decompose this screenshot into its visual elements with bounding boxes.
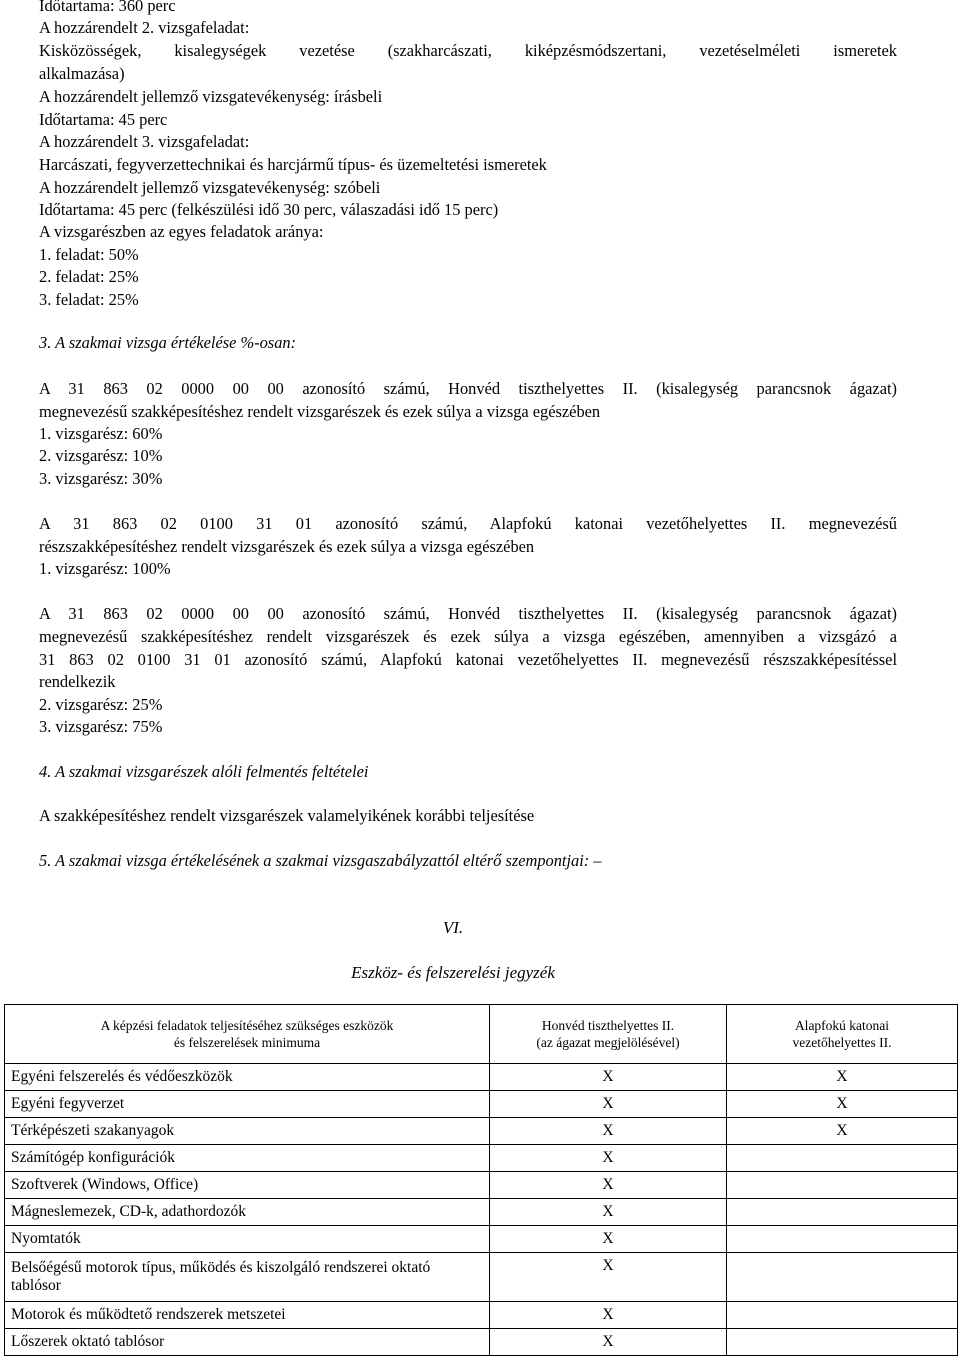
header-line: A képzési feladatok teljesítéséhez szükséges eszközök <box>100 1018 394 1033</box>
mark-cell: X <box>490 1091 727 1118</box>
text-line: 3. vizsgarész: 75% <box>39 717 163 736</box>
table-row <box>5 1091 958 1118</box>
item-cell: Egyéni felszerelés és védőeszközök <box>5 1064 490 1091</box>
table-row <box>5 1199 958 1226</box>
item-cell: Térképészeti szakanyagok <box>5 1118 490 1145</box>
table-header-row <box>5 1005 958 1064</box>
table-row <box>5 1226 958 1253</box>
header-line: Alapfokú katonai <box>794 1018 890 1033</box>
text-line: A hozzárendelt jellemző vizsgatevékenység: szóbeli <box>39 178 381 197</box>
text-line: 2. feladat: 25% <box>39 267 139 286</box>
table-row <box>5 1064 958 1091</box>
mark-cell: X <box>490 1118 727 1145</box>
mark-cell: X <box>490 1199 727 1226</box>
mark-cell: X <box>490 1253 727 1302</box>
item-cell: Lőszerek oktató tablósor <box>5 1329 490 1356</box>
text-line: rendelkezik <box>39 672 116 691</box>
mark-cell <box>727 1253 958 1302</box>
mark-cell <box>727 1172 958 1199</box>
item-cell: Szoftverek (Windows, Office) <box>5 1172 490 1199</box>
header-line: vezetőhelyettes II. <box>792 1035 892 1050</box>
text-line: A 31 863 02 0000 00 00 azonosító számú, Honvéd tiszthelyettes II. (kisalegység parancsnok ágazat) <box>39 379 897 398</box>
header-line: és felszerelések minimuma <box>173 1035 321 1050</box>
text-line: 3. vizsgarész: 30% <box>39 469 163 488</box>
mark-cell <box>727 1199 958 1226</box>
text-line: A vizsgarészben az egyes feladatok aránya: <box>39 222 324 241</box>
text-line: 2. vizsgarész: 10% <box>39 446 163 465</box>
text-line: 3. feladat: 25% <box>39 290 139 309</box>
text-line: alkalmazása) <box>39 64 125 83</box>
table-row <box>5 1253 958 1302</box>
section-heading: 3. A szakmai vizsga értékelése %-osan: <box>39 333 297 352</box>
header-line: Honvéd tiszthelyettes II. <box>541 1018 675 1033</box>
mark-cell: X <box>490 1302 727 1329</box>
header-requirements <box>5 1005 490 1064</box>
item-cell: Egyéni fegyverzet <box>5 1091 490 1118</box>
table-row <box>5 1145 958 1172</box>
text-line: megnevezésű szakképesítéshez rendelt vizsgarészek és ezek súlya a vizsga egészében <box>39 402 601 421</box>
text-line: A 31 863 02 0100 31 01 azonosító számú, Alapfokú katonai vezetőhelyettes II. megnevezésű <box>39 514 897 533</box>
mark-cell: X <box>490 1329 727 1356</box>
text-line: A hozzárendelt 2. vizsgafeladat: <box>39 18 250 37</box>
text-line: A 31 863 02 0000 00 00 azonosító számú, Honvéd tiszthelyettes II. (kisalegység parancsnok ágazat) <box>39 604 897 623</box>
item-cell: Számítógép konfigurációk <box>5 1145 490 1172</box>
text-line: A szakképesítéshez rendelt vizsgarészek valamelyikének korábbi teljesítése <box>39 806 535 825</box>
mark-cell <box>727 1145 958 1172</box>
text-line: Időtartama: 45 perc <box>39 110 168 129</box>
chapter-title: Eszköz- és felszerelési jegyzék <box>351 963 555 982</box>
text-line: részszakképesítéshez rendelt vizsgarészek és ezek súlya a vizsga egészében <box>39 537 535 556</box>
item-cell: Belsőégésű motorok típus, működés és kiszolgáló rendszerei oktató tablósor <box>5 1253 490 1302</box>
mark-cell: X <box>727 1064 958 1091</box>
table-row <box>5 1329 958 1356</box>
mark-cell <box>727 1226 958 1253</box>
text-line: megnevezésű szakképesítéshez rendelt vizsgarészek és ezek súlya a vizsga egészében, amennyiben a vizsgázó a <box>39 627 897 646</box>
mark-cell: X <box>490 1145 727 1172</box>
text-line: A hozzárendelt 3. vizsgafeladat: <box>39 132 250 151</box>
mark-cell: X <box>490 1226 727 1253</box>
text-line: 2. vizsgarész: 25% <box>39 695 163 714</box>
item-cell: Nyomtatók <box>5 1226 490 1253</box>
section-heading: 4. A szakmai vizsgarészek alóli felmentés feltételei <box>39 762 369 781</box>
text-line: Időtartama: 360 perc <box>39 0 176 15</box>
table-row <box>5 1118 958 1145</box>
text-line: A hozzárendelt jellemző vizsgatevékenység: írásbeli <box>39 87 383 106</box>
text-line: 31 863 02 0100 31 01 azonosító számú, Alapfokú katonai vezetőhelyettes II. megnevezésű részszakképesítéssel <box>39 650 897 669</box>
mark-cell: X <box>490 1172 727 1199</box>
item-cell: Mágneslemezek, CD-k, adathordozók <box>5 1199 490 1226</box>
mark-cell: X <box>490 1064 727 1091</box>
item-cell: Motorok és működtető rendszerek metszetei <box>5 1302 490 1329</box>
text-line: 1. vizsgarész: 60% <box>39 424 163 443</box>
table-row <box>5 1172 958 1199</box>
header-line: (az ágazat megjelölésével) <box>536 1035 680 1050</box>
mark-cell <box>727 1302 958 1329</box>
header-honved <box>490 1005 727 1064</box>
equipment-table <box>4 1004 958 1356</box>
mark-cell: X <box>727 1118 958 1145</box>
section-heading: 5. A szakmai vizsga értékelésének a szakmai vizsgaszabályzattól eltérő szempontjai: – <box>39 851 602 870</box>
chapter-number: VI. <box>442 918 464 937</box>
mark-cell: X <box>727 1091 958 1118</box>
header-alapfoku <box>727 1005 958 1064</box>
text-line: Kisközösségek, kisalegységek vezetése (szakharcászati, kiképzésmódszertani, vezetéselméleti ismeretek <box>39 41 897 60</box>
text-line: 1. feladat: 50% <box>39 245 139 264</box>
table-row <box>5 1302 958 1329</box>
mark-cell <box>727 1329 958 1356</box>
text-line: 1. vizsgarész: 100% <box>39 559 171 578</box>
text-line: Harcászati, fegyverzettechnikai és harcjármű típus- és üzemeltetési ismeretek <box>39 155 547 174</box>
text-line: Időtartama: 45 perc (felkészülési idő 30 perc, válaszadási idő 15 perc) <box>39 200 499 219</box>
